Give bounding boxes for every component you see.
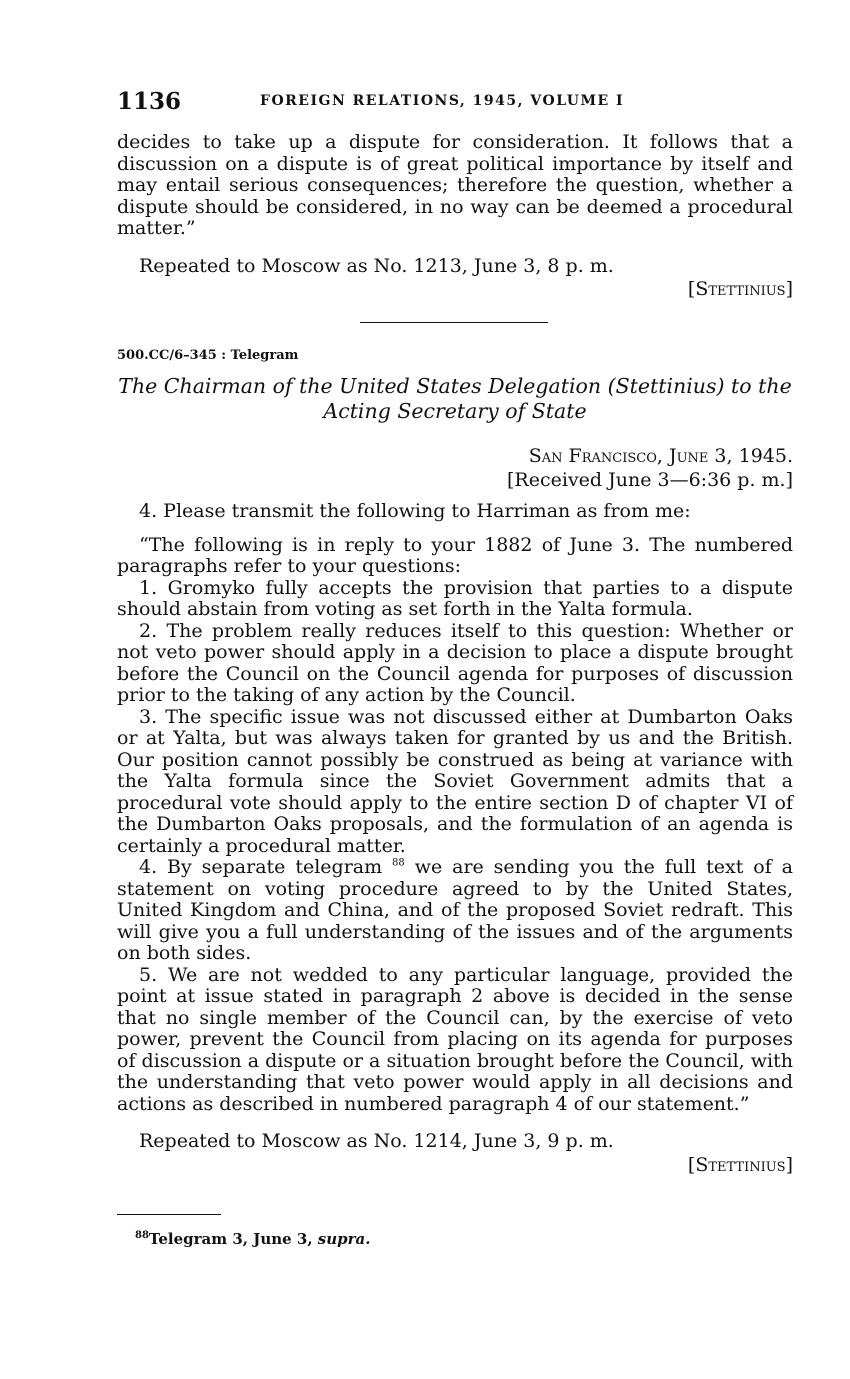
heading-line-1: The Chairman of the United States Delegation (Stettinius) to the: [118, 374, 792, 398]
p4-rest: we are sending you the full text of a statement on voting procedure agreed to by the United States, United Kingdom and China, and of the proposed Soviet redraft. This will give you a full understanding of the issues and of the arguments on both sides.: [117, 856, 793, 964]
dateline-block: [507, 444, 793, 492]
numbered-paragraph-2: 2. The problem really reduces itself to this question: Whether or not veto power should apply in a decision to place a dispute brought before the Council on the Council agenda for purposes of discussion prior to the taking of any action by the Council.: [117, 619, 793, 706]
received-note: [Received June 3—6:36 p. m.]: [507, 469, 793, 491]
page-number: 1136: [117, 88, 182, 115]
signature-2: [Stettinius]: [687, 1153, 793, 1176]
section-divider: [360, 322, 548, 323]
dateline: San Francisco, June 3, 1945.: [528, 445, 793, 467]
running-head: [117, 88, 793, 118]
document-heading: [117, 374, 793, 424]
intro-paragraph: 4. Please transmit the following to Harriman as from me:: [139, 500, 691, 522]
numbered-paragraph-3: 3. The specific issue was not discussed either at Dumbarton Oaks or at Yalta, but was always taken for granted by us and the British. Our position cannot possibly be construed as being at variance with the Yalta formula since the Soviet Government admits that a procedural vote should apply to the entire section D of chapter VI of the Dumbarton Oaks proposals, and the formulation of an agenda is certainly a procedural matter.: [117, 705, 793, 857]
continuation-block: [117, 132, 793, 301]
continuation-paragraph: decides to take up a dispute for consideration. It follows that a discussion on a dispute is of great political importance by itself and may entail serious consequences; therefore the question, whether a dispute should be considered, in no way can be deemed a procedural matter.”: [117, 131, 793, 239]
repeated-note-1: Repeated to Moscow as No. 1213, June 3, 8 p. m.: [139, 254, 614, 277]
signature-1: [Stettinius]: [687, 278, 793, 300]
footnote-reference: 88: [392, 857, 405, 869]
footnote-text: Telegram 3, June 3,: [148, 1230, 318, 1248]
running-title: FOREIGN RELATIONS, 1945, VOLUME I: [260, 93, 625, 109]
footnote-marker: 88: [135, 1230, 149, 1241]
numbered-paragraph-5: 5. We are not wedded to any particular language, provided the point at issue stated in paragraph 2 above is decided in the sense that no single member of the Council can, by the exercise of veto power, prevent the Council from placing on its agenda for purposes of discussion a dispute or a situation brought before the Council, with the understanding that veto power would apply in all decisions and actions as described in numbered paragraph 4 of our statement.”: [117, 963, 793, 1115]
telegram-body: [117, 501, 793, 1176]
footnote: [135, 1230, 370, 1248]
repeated-note-2: Repeated to Moscow as No. 1214, June 3, 9 p. m.: [139, 1130, 614, 1152]
footnote-divider: [117, 1214, 221, 1215]
numbered-paragraph-4: [117, 857, 793, 965]
heading-line-2: Acting Secretary of State: [323, 399, 587, 423]
file-reference: 500.CC/6–345 : Telegram: [117, 348, 299, 363]
p4-start: 4. By separate telegram: [139, 856, 383, 878]
footnote-italic: supra.: [317, 1230, 371, 1248]
quote-opening: “The following is in reply to your 1882 of June 3. The numbered paragraphs refer to your questions:: [117, 533, 793, 577]
numbered-paragraph-1: 1. Gromyko fully accepts the provision that parties to a dispute should abstain from voting as set forth in the Yalta formula.: [117, 576, 793, 620]
